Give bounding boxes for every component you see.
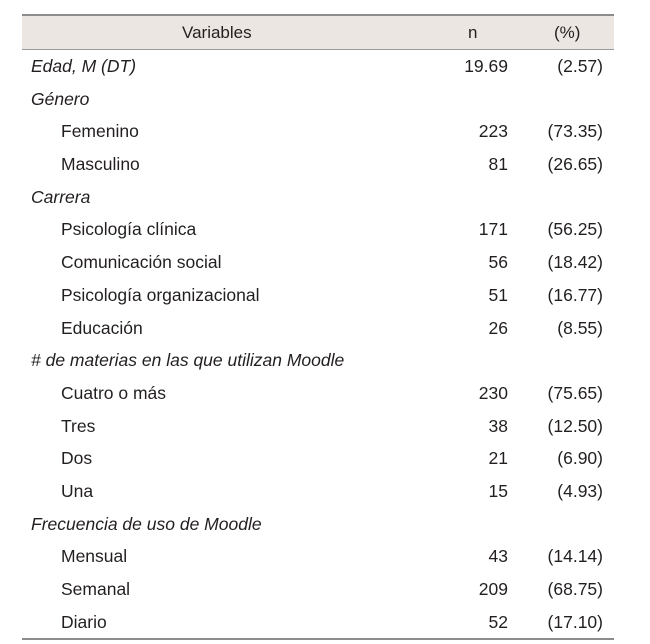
cell-percent: (4.93) bbox=[557, 480, 603, 501]
header-variables: Variables bbox=[182, 23, 252, 42]
cell-n: 38 bbox=[488, 415, 508, 436]
table-header bbox=[22, 16, 614, 50]
table-row bbox=[22, 606, 614, 639]
row-label: Comunicación social bbox=[61, 252, 222, 273]
table-bottom-rule bbox=[22, 638, 614, 640]
row-label: Cuatro o más bbox=[61, 382, 167, 403]
cell-n: 51 bbox=[488, 284, 508, 305]
row-label: Semanal bbox=[61, 579, 131, 599]
cell-percent: (18.42) bbox=[547, 252, 603, 273]
cell-n: 56 bbox=[488, 252, 508, 273]
cell-n: 43 bbox=[488, 546, 508, 567]
row-label: Psicología clínica bbox=[61, 219, 197, 240]
category-row bbox=[22, 50, 614, 83]
cell-n: 223 bbox=[478, 121, 508, 142]
table-row bbox=[22, 312, 614, 345]
table-row bbox=[22, 279, 614, 312]
cell-n: 52 bbox=[488, 611, 508, 632]
table-row bbox=[22, 410, 614, 443]
table-row bbox=[22, 115, 614, 148]
cell-n: 21 bbox=[488, 448, 508, 469]
category-row bbox=[22, 181, 614, 214]
table-row bbox=[22, 148, 614, 181]
category-label: Frecuencia de uso de Moodle bbox=[31, 513, 262, 534]
cell-percent: (6.90) bbox=[557, 448, 603, 469]
cell-n: 230 bbox=[478, 382, 508, 403]
cell-n: 15 bbox=[488, 480, 508, 501]
cell-percent: (12.50) bbox=[547, 415, 603, 436]
table-row bbox=[22, 377, 614, 410]
table-row bbox=[22, 213, 614, 246]
category-label: Edad, M (DT) bbox=[31, 56, 137, 76]
category-label: # de materias en las que utilizan Moodle bbox=[31, 350, 345, 371]
table-row bbox=[22, 573, 614, 606]
category-row bbox=[22, 83, 614, 116]
table-row bbox=[22, 540, 614, 573]
cell-percent: (56.25) bbox=[547, 219, 603, 240]
cell-percent: (2.57) bbox=[557, 56, 603, 76]
cell-percent: (75.65) bbox=[547, 382, 603, 403]
cell-percent: (68.75) bbox=[547, 579, 603, 599]
cell-n: 26 bbox=[488, 317, 508, 338]
header-n: n bbox=[468, 23, 478, 42]
row-label: Dos bbox=[61, 448, 93, 469]
table-row bbox=[22, 475, 614, 508]
row-label: Femenino bbox=[61, 121, 139, 142]
table-row bbox=[22, 442, 614, 475]
cell-n: 171 bbox=[478, 219, 508, 240]
cell-percent: (26.65) bbox=[547, 154, 603, 175]
cell-percent: (14.14) bbox=[547, 546, 603, 567]
row-label: Diario bbox=[61, 611, 107, 632]
cell-percent: (8.55) bbox=[557, 317, 603, 338]
cell-percent: (17.10) bbox=[547, 611, 603, 632]
demographics-table bbox=[22, 14, 614, 640]
cell-percent: (16.77) bbox=[547, 284, 603, 305]
row-label: Educación bbox=[61, 317, 143, 338]
cell-n: 81 bbox=[488, 154, 508, 175]
category-row bbox=[22, 508, 614, 541]
row-label: Mensual bbox=[61, 546, 128, 567]
cell-n: 19.69 bbox=[464, 56, 508, 76]
row-label: Tres bbox=[61, 415, 96, 436]
table-body bbox=[22, 50, 614, 638]
row-label: Masculino bbox=[61, 154, 140, 175]
category-label: Carrera bbox=[31, 186, 91, 207]
row-label: Una bbox=[61, 480, 94, 501]
header-percent: (%) bbox=[554, 23, 581, 42]
category-row bbox=[22, 344, 614, 377]
category-label: Género bbox=[31, 88, 90, 109]
cell-n: 209 bbox=[478, 579, 508, 599]
table-row bbox=[22, 246, 614, 279]
cell-percent: (73.35) bbox=[547, 121, 603, 142]
row-label: Psicología organizacional bbox=[61, 284, 260, 305]
